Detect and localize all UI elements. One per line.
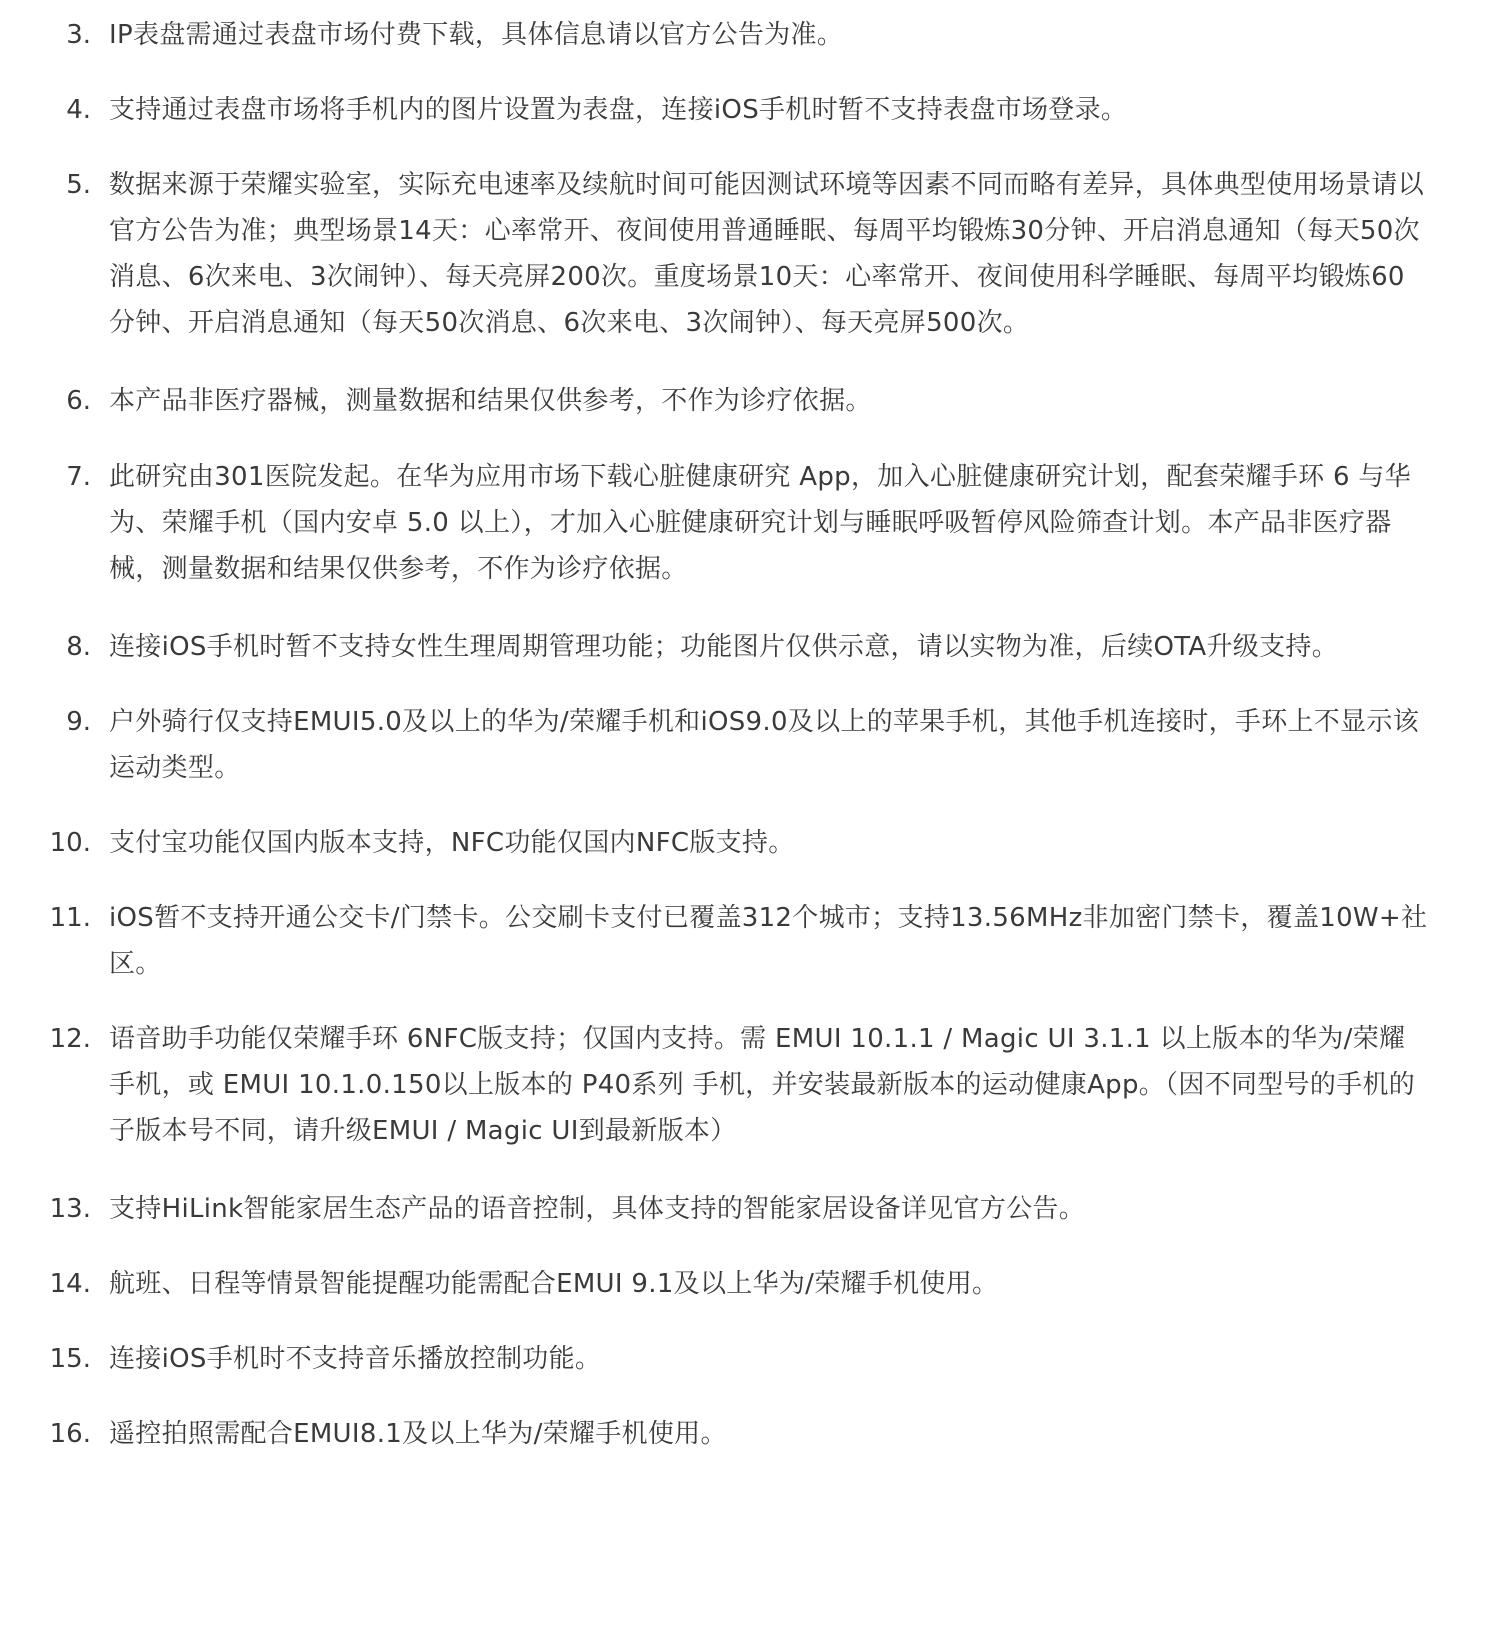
footnote-text: 语音助手功能仅荣耀手环 6NFC版支持；仅国内支持。需 EMUI 10.1.1 / Magic UI 3.1.1 以上版本的华为/荣耀手机，或 EMUI 10.1.0.150以上版本的 P40系列 手机，并安装最新版本的运动健康App。（因不同型号的手机的子版本号不同，请升级EMUI / Magic UI到最新版本） xyxy=(109,1024,1416,1146)
footnote-text: iOS暂不支持开通公交卡/门禁卡。公交刷卡支付已覆盖312个城市；支持13.56MHz非加密门禁卡，覆盖10W+社区。 xyxy=(109,903,1428,979)
footnote-number: 16. xyxy=(49,1419,91,1449)
footnote-text: 连接iOS手机时暂不支持女性生理周期管理功能；功能图片仅供示意，请以实物为准，后续OTA升级支持。 xyxy=(109,632,1339,662)
footnote-text: 支付宝功能仅国内版本支持，NFC功能仅国内NFC版支持。 xyxy=(109,828,795,858)
footnote-text: 户外骑行仅支持EMUI5.0及以上的华为/荣耀手机和iOS9.0及以上的苹果手机，其他手机连接时，手环上不显示该运动类型。 xyxy=(109,707,1420,783)
footnote-text: 数据来源于荣耀实验室，实际充电速率及续航时间可能因测试环境等因素不同而略有差异，具体典型使用场景请以官方公告为准；典型场景14天：心率常开、夜间使用普通睡眠、每周平均锻炼30分钟、开启消息通知（每天50次消息、6次来电、3次闹钟）、每天亮屏200次。重度场景10天：心率常开、夜间使用科学睡眠、每周平均锻炼60分钟、开启消息通知（每天50次消息、6次来电、3次闹钟）、每天亮屏500次。 xyxy=(109,170,1425,338)
footnote-number: 5. xyxy=(66,170,91,200)
footnote-number: 4. xyxy=(66,95,91,125)
footnote-text: 连接iOS手机时不支持音乐播放控制功能。 xyxy=(109,1344,602,1374)
footnote-number: 9. xyxy=(66,707,91,737)
footnote-text: 本产品非医疗器械，测量数据和结果仅供参考，不作为诊疗依据。 xyxy=(109,386,872,416)
footnote-number: 13. xyxy=(49,1194,91,1224)
footnote-number: 8. xyxy=(66,632,91,662)
footnote-number: 11. xyxy=(49,903,91,933)
footnote-number: 14. xyxy=(49,1269,91,1299)
footnote-number: 12. xyxy=(49,1024,91,1054)
footnote-text: 支持通过表盘市场将手机内的图片设置为表盘，连接iOS手机时暂不支持表盘市场登录。 xyxy=(109,95,1128,125)
footnote-number: 15. xyxy=(49,1344,91,1374)
footnote-text: 航班、日程等情景智能提醒功能需配合EMUI 9.1及以上华为/荣耀手机使用。 xyxy=(109,1269,999,1299)
footnote-number: 10. xyxy=(49,828,91,858)
footnote-number: 7. xyxy=(66,462,91,492)
footnote-text: 此研究由301医院发起。在华为应用市场下载心脏健康研究 App，加入心脏健康研究计划，配套荣耀手环 6 与华为、荣耀手机（国内安卓 5.0 以上），才加入心脏健康研究计划与睡眠呼吸暂停风险筛查计划。本产品非医疗器械，测量数据和结果仅供参考，不作为诊疗依据。 xyxy=(109,462,1411,584)
footnote-number: 3. xyxy=(66,20,91,50)
footnote-text: 遥控拍照需配合EMUI8.1及以上华为/荣耀手机使用。 xyxy=(109,1419,727,1449)
footnote-text: IP表盘需通过表盘市场付费下载，具体信息请以官方公告为准。 xyxy=(109,20,844,50)
footnote-number: 6. xyxy=(66,386,91,416)
footnote-text: 支持HiLink智能家居生态产品的语音控制，具体支持的智能家居设备详见官方公告。 xyxy=(109,1194,1086,1224)
